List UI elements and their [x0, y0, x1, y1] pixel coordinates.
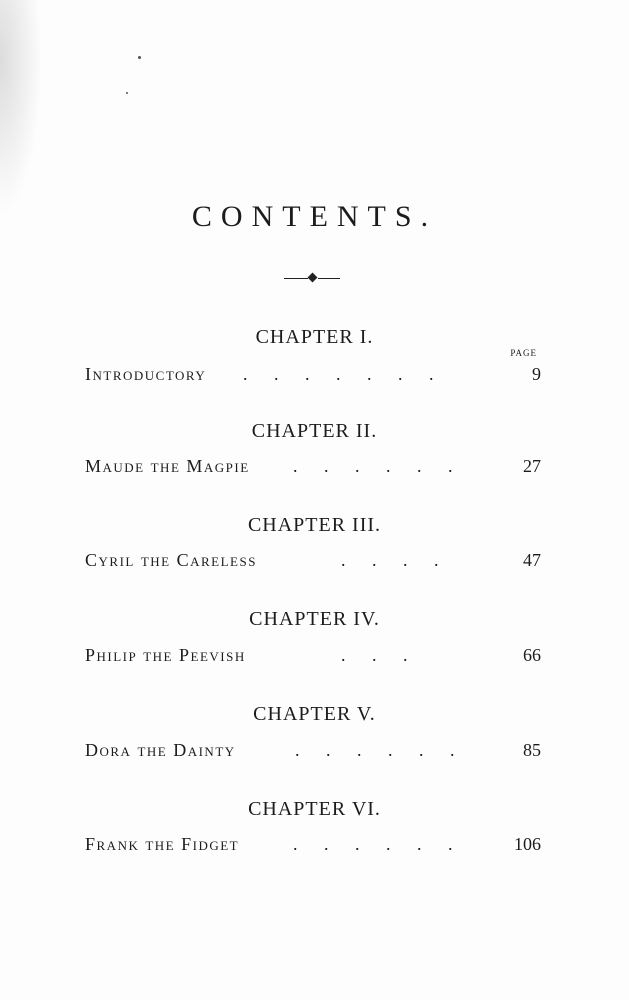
contents-title: CONTENTS.: [191, 200, 438, 233]
toc-entry-page: 106: [514, 834, 541, 854]
leader-dots: . . .: [341, 645, 408, 665]
title-ornament: [0, 268, 629, 288]
toc-entry[interactable]: [85, 456, 541, 482]
toc-entry-title: Frank the Fidget: [85, 834, 240, 854]
chapter-heading: CHAPTER I.: [255, 326, 374, 348]
toc-entry-page: 27: [523, 456, 541, 476]
leader-dots: . . . . . . .: [243, 364, 434, 384]
page-speck: [126, 92, 128, 94]
toc-entry[interactable]: [85, 645, 541, 671]
chapter-heading: CHAPTER V.: [253, 703, 376, 725]
leader-dots: . . . . . .: [295, 740, 455, 760]
toc-entry-title: Cyril the Careless: [85, 550, 257, 570]
ornament-line-left: [284, 278, 308, 279]
toc-entry-title: Introductory: [85, 364, 207, 384]
toc-entry-page: 66: [523, 645, 541, 665]
chapter-heading: CHAPTER VI.: [248, 798, 381, 820]
page-speck: [138, 56, 141, 59]
toc-entry-page: 9: [532, 364, 541, 384]
toc-entry-title: Dora the Dainty: [85, 740, 236, 760]
toc-entry-title: Philip the Peevish: [85, 645, 246, 665]
leader-dots: . . . . . .: [293, 834, 453, 854]
chapter-heading: CHAPTER II.: [251, 420, 378, 442]
ornament-line-right: [318, 278, 340, 279]
toc-entry[interactable]: [85, 834, 541, 860]
chapter-heading: CHAPTER IV.: [249, 608, 380, 630]
toc-entry[interactable]: [85, 550, 541, 576]
chapter-heading: CHAPTER III.: [247, 514, 382, 536]
toc-entry-page: 47: [523, 550, 541, 570]
ornament-diamond: [308, 273, 318, 283]
page-column-label: PAGE: [510, 348, 537, 358]
leader-dots: . . . . . .: [293, 456, 453, 476]
toc-entry-page: 85: [523, 740, 541, 760]
toc-entry-title: Maude the Magpie: [85, 456, 250, 476]
toc-entry[interactable]: [85, 364, 541, 390]
toc-entry[interactable]: [85, 740, 541, 766]
leader-dots: . . . .: [341, 550, 439, 570]
